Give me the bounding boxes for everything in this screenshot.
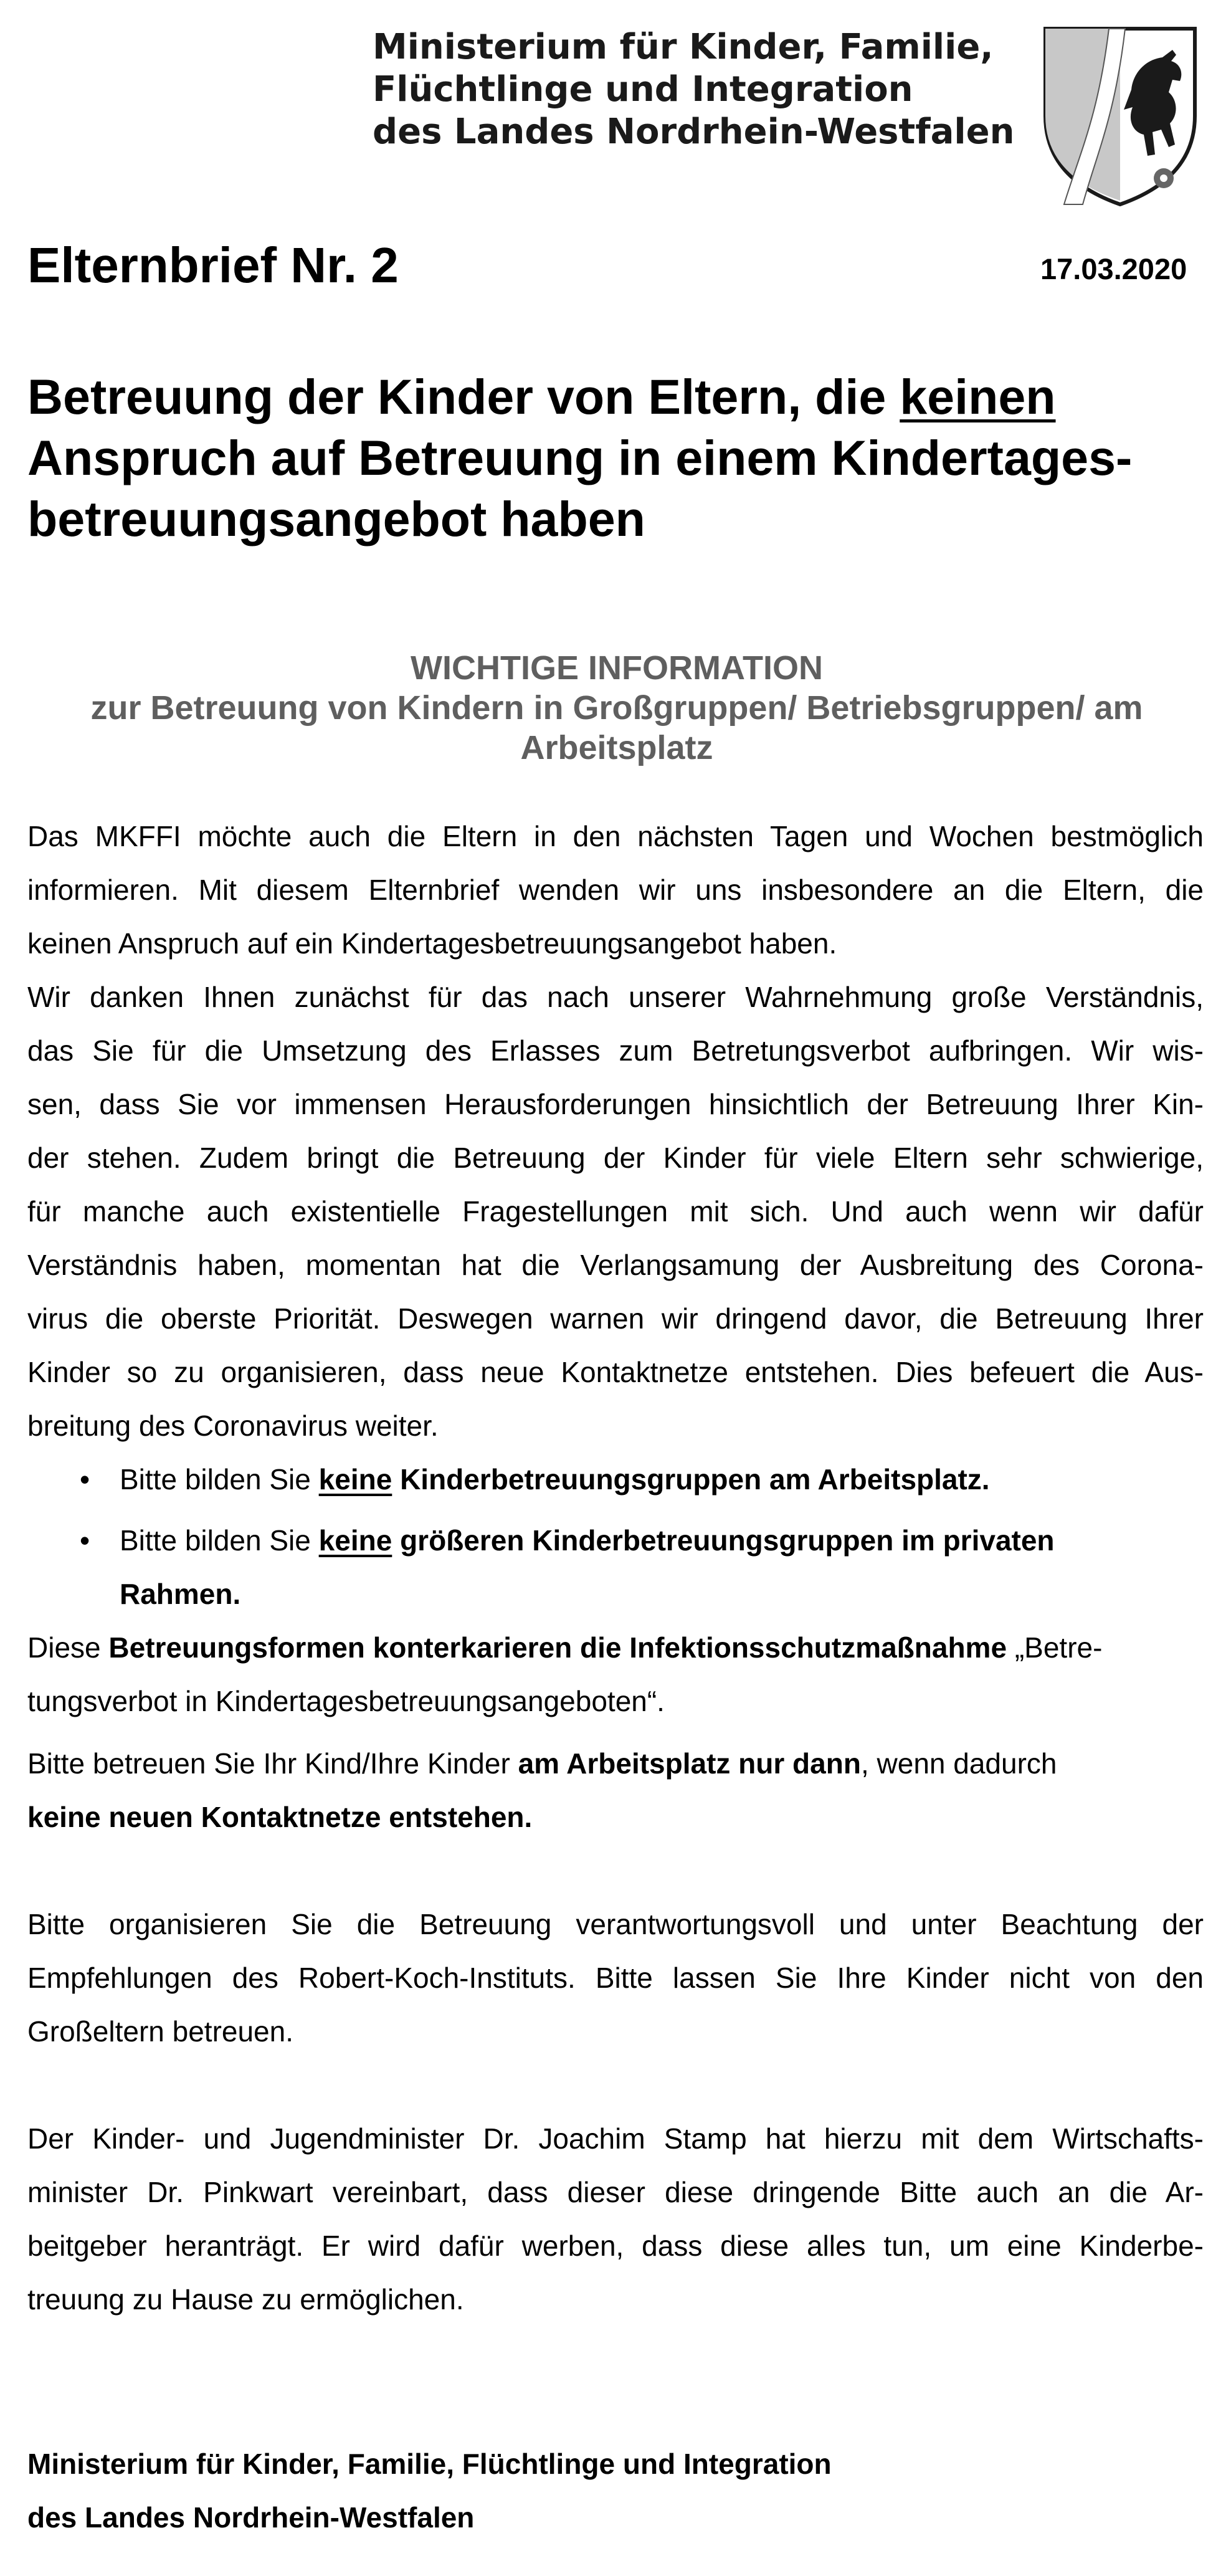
info-title: WICHTIGE INFORMATION bbox=[411, 649, 823, 687]
body-paragraph-5-line: treuung zu Hause zu ermöglichen. bbox=[27, 2283, 464, 2316]
body-paragraph-4-line: Empfehlungen des Robert-Koch-Instituts. Bitte lassen Sie Ihre Kinder nicht von den bbox=[27, 1962, 1204, 1994]
ministry-header-line-3: des Landes Nordrhein-Westfalen bbox=[373, 112, 1015, 152]
body-paragraph-3-line bbox=[27, 1745, 1057, 1782]
body-paragraph-5-line: beitgeber heranträgt. Er wird dafür werben, dass diese alles tun, um eine Kinderbe- bbox=[27, 2230, 1204, 2262]
p3-suffix: , wenn dadurch bbox=[860, 1747, 1057, 1780]
bullet-marker: • bbox=[80, 1524, 90, 1557]
bullet-1-bold: Kinderbetreuungsgruppen am Arbeitsplatz. bbox=[392, 1463, 990, 1496]
bullet-1-prefix: Bitte bilden Sie bbox=[120, 1463, 319, 1496]
nrw-coat-of-arms-icon bbox=[1039, 22, 1201, 209]
p2-suffix: „Betre- bbox=[1007, 1631, 1103, 1664]
important-info-heading bbox=[25, 648, 1209, 768]
body-paragraph-4-line: Bitte organisieren Sie die Betreuung verantwortungsvoll und unter Beachtung der bbox=[27, 1908, 1204, 1940]
p2-prefix: Diese bbox=[27, 1631, 109, 1664]
headline-line-2: Anspruch auf Betreuung in einem Kindertages- bbox=[27, 430, 1133, 485]
body-paragraph-1-line: breitung des Coronavirus weiter. bbox=[27, 1410, 439, 1442]
bullet-2-prefix: Bitte bilden Sie bbox=[120, 1524, 319, 1557]
bullet-item-2-line-2 bbox=[120, 1576, 240, 1612]
bullet-2-bold-line-2: Rahmen. bbox=[120, 1578, 241, 1610]
p3-bold-line-2: keine neuen Kontaktnetze entstehen. bbox=[27, 1801, 533, 1833]
signature-text-1: Ministerium für Kinder, Familie, Flüchtlinge und Integration bbox=[27, 2448, 832, 2480]
bullet-marker: • bbox=[80, 1463, 90, 1496]
body-paragraph-2-line bbox=[27, 1629, 1102, 1666]
body-paragraph-1-line: das Sie für die Umsetzung des Erlasses zum Betretungsverbot aufbringen. Wir wis- bbox=[27, 1034, 1204, 1067]
ministry-header-line-1: Ministerium für Kinder, Familie, bbox=[373, 27, 994, 67]
p2-bold: Betreuungsformen konterkarieren die Infektionsschutzmaßnahme bbox=[108, 1631, 1007, 1664]
body-paragraph-1-line: Verständnis haben, momentan hat die Verlangsamung der Ausbreitung des Corona- bbox=[27, 1249, 1204, 1281]
body-paragraph-5-line: Der Kinder- und Jugendminister Dr. Joachim Stamp hat hierzu mit dem Wirtschafts- bbox=[27, 2122, 1204, 2155]
body-paragraph-3-line bbox=[27, 1799, 532, 1835]
info-subtitle-line-1: zur Betreuung von Kindern in Großgruppen/ Betriebsgruppen/ am bbox=[90, 689, 1143, 727]
bullet-item-1 bbox=[120, 1461, 990, 1497]
body-paragraph-1-line: Das MKFFI möchte auch die Eltern in den nächsten Tagen und Wochen bestmöglich bbox=[27, 820, 1204, 852]
letter-date: 17.03.2020 bbox=[1040, 252, 1187, 285]
ministry-header bbox=[373, 26, 1015, 153]
signature-text-2: des Landes Nordrhein-Westfalen bbox=[27, 2501, 475, 2534]
body-paragraph-1-line: sen, dass Sie vor immensen Herausforderungen hinsichtlich der Betreuung Ihrer Kin- bbox=[27, 1088, 1204, 1120]
body-paragraph-1-line: keinen Anspruch auf ein Kindertagesbetreuungsangebot haben. bbox=[27, 927, 837, 960]
body-paragraph-1-line: für manche auch existentielle Fragestellungen mit sich. Und auch wenn wir dafür bbox=[27, 1195, 1204, 1228]
ministry-header-line-2: Flüchtlinge und Integration bbox=[373, 69, 913, 110]
signature-line-1 bbox=[27, 2446, 832, 2482]
headline-line-1 bbox=[27, 366, 1211, 427]
body-paragraph-2-line: tungsverbot in Kindertagesbetreuungsangeboten“. bbox=[27, 1685, 665, 1717]
p3-bold: am Arbeitsplatz nur dann bbox=[518, 1747, 861, 1780]
body-paragraph-1-line: informieren. Mit diesem Elternbrief wenden wir uns insbesondere an die Eltern, die bbox=[27, 874, 1204, 906]
info-subtitle-line-2: Arbeitsplatz bbox=[520, 729, 713, 766]
bullet-2-emphasis: keine bbox=[318, 1524, 392, 1557]
bullet-1-emphasis: keine bbox=[318, 1463, 392, 1496]
body-paragraph-5-line: minister Dr. Pinkwart vereinbart, dass dieser diese dringende Bitte auch an die Ar- bbox=[27, 2176, 1204, 2208]
headline-line-1-text: Betreuung der Kinder von Eltern, die bbox=[27, 369, 900, 424]
headline-emphasis: keinen bbox=[900, 369, 1056, 424]
bullet-2-bold: größeren Kinderbetreuungsgruppen im privaten bbox=[392, 1524, 1055, 1557]
p3-prefix: Bitte betreuen Sie Ihr Kind/Ihre Kinder bbox=[27, 1747, 518, 1780]
body-paragraph-4-line: Großeltern betreuen. bbox=[27, 2015, 294, 2048]
bullet-item-2 bbox=[120, 1522, 1055, 1558]
signature-line-2 bbox=[27, 2499, 474, 2535]
body-paragraph-1-line: virus die oberste Priorität. Deswegen warnen wir dringend davor, die Betreuung Ihrer bbox=[27, 1302, 1204, 1335]
letter-number: Elternbrief Nr. 2 bbox=[27, 237, 399, 293]
headline-line-3: betreuungsangebot haben bbox=[27, 491, 645, 546]
body-paragraph-1-line: Kinder so zu organisieren, dass neue Kontaktnetze entstehen. Dies befeuert die Aus- bbox=[27, 1356, 1204, 1388]
body-paragraph-1-line: Wir danken Ihnen zunächst für das nach unserer Wahrnehmung große Verständnis, bbox=[27, 981, 1204, 1013]
letter-headline bbox=[27, 366, 1211, 550]
body-paragraph-1-line: der stehen. Zudem bringt die Betreuung der Kinder für viele Eltern sehr schwierige, bbox=[27, 1142, 1204, 1174]
